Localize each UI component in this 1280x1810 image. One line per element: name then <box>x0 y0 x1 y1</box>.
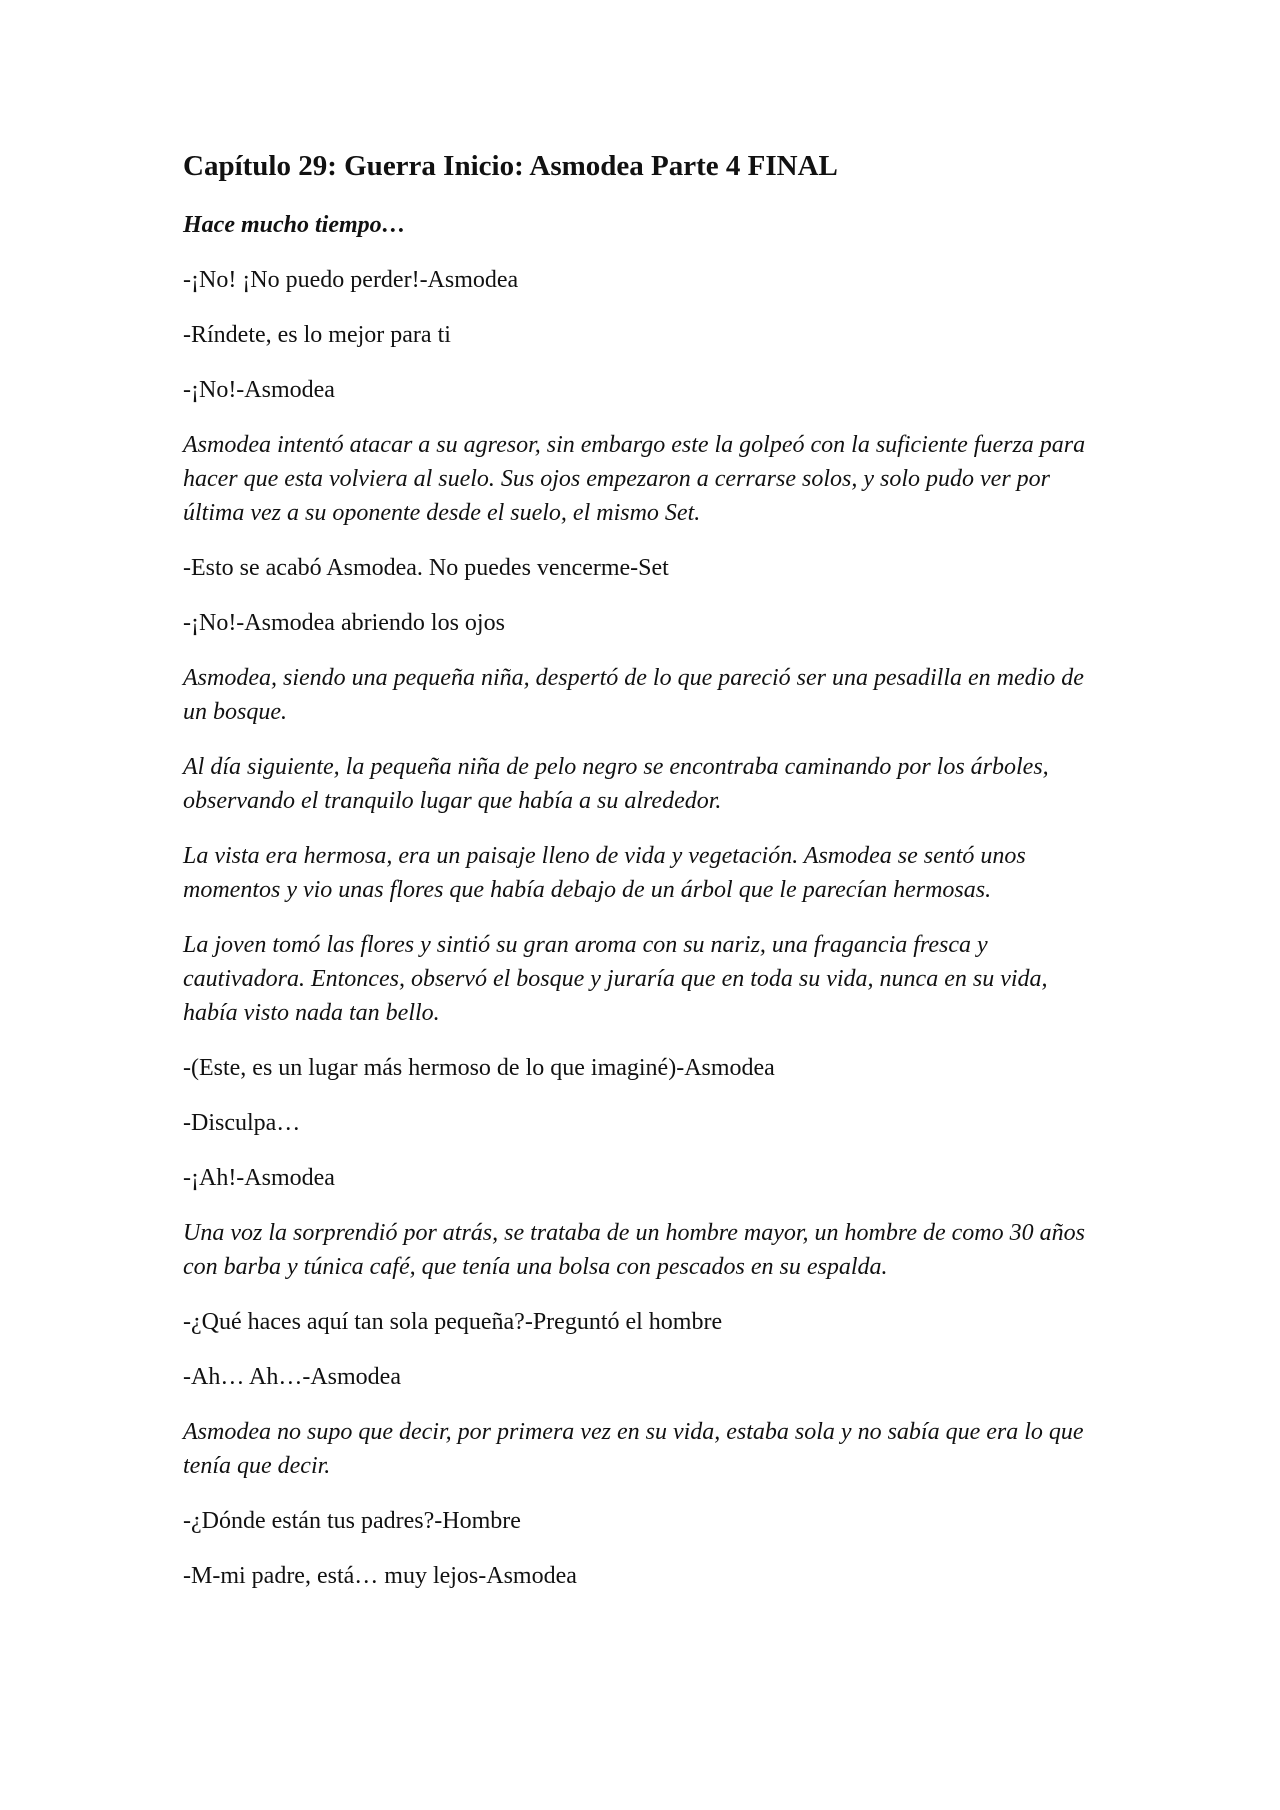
paragraph-5: -Esto se acabó Asmodea. No puedes vencerme-Set <box>183 555 669 581</box>
paragraph-13: -¡Ah!-Asmodea <box>183 1165 335 1191</box>
paragraph-10: La joven tomó las flores y sintió su gran aroma con su nariz, una fragancia fresca y cautivadora. Entonces, observó el bosque y juraría que en toda su vida, nunca en su vida, había visto nada tan bello. <box>183 932 1048 1026</box>
paragraph-15: -¿Qué haces aquí tan sola pequeña?-Preguntó el hombre <box>183 1309 723 1335</box>
chapter-title: Capítulo 29: Guerra Inicio: Asmodea Parte 4 FINAL <box>183 150 838 182</box>
paragraph-4: Asmodea intentó atacar a su agresor, sin embargo este la golpeó con la suficiente fuerza para hacer que esta volviera al suelo. Sus ojos empezaron a cerrarse solos, y solo pudo ver por última vez a su oponente desde el suelo, el mismo Set. <box>183 432 1086 526</box>
paragraph-3: -¡No!-Asmodea <box>183 377 335 403</box>
paragraph-7: Asmodea, siendo una pequeña niña, despertó de lo que pareció ser una pesadilla en medio de un bosque. <box>183 665 1084 725</box>
paragraph-17: Asmodea no supo que decir, por primera vez en su vida, estaba sola y no sabía que era lo que tenía que decir. <box>183 1419 1084 1479</box>
paragraph-18: -¿Dónde están tus padres?-Hombre <box>183 1508 521 1534</box>
paragraph-12: -Disculpa… <box>183 1110 301 1136</box>
paragraph-2: -Ríndete, es lo mejor para ti <box>183 322 451 348</box>
paragraph-16: -Ah… Ah…-Asmodea <box>183 1364 401 1390</box>
paragraph-1: -¡No! ¡No puedo perder!-Asmodea <box>183 267 519 293</box>
paragraph-9: La vista era hermosa, era un paisaje lleno de vida y vegetación. Asmodea se sentó unos momentos y vio unas flores que había debajo de un árbol que le parecían hermosas. <box>183 843 1026 903</box>
paragraph-8: Al día siguiente, la pequeña niña de pelo negro se encontraba caminando por los árboles, observando el tranquilo lugar que había a su alrededor. <box>183 754 1049 814</box>
paragraph-14: Una voz la sorprendió por atrás, se trataba de un hombre mayor, un hombre de como 30 años con barba y túnica café, que tenía una bolsa con pescados en su espalda. <box>183 1220 1085 1280</box>
document-page <box>183 148 1103 1614</box>
paragraph-19: -M-mi padre, está… muy lejos-Asmodea <box>183 1563 577 1589</box>
chapter-subtitle: Hace mucho tiempo… <box>183 212 406 238</box>
paragraph-6: -¡No!-Asmodea abriendo los ojos <box>183 610 505 636</box>
paragraph-11: -(Este, es un lugar más hermoso de lo que imaginé)-Asmodea <box>183 1055 775 1081</box>
